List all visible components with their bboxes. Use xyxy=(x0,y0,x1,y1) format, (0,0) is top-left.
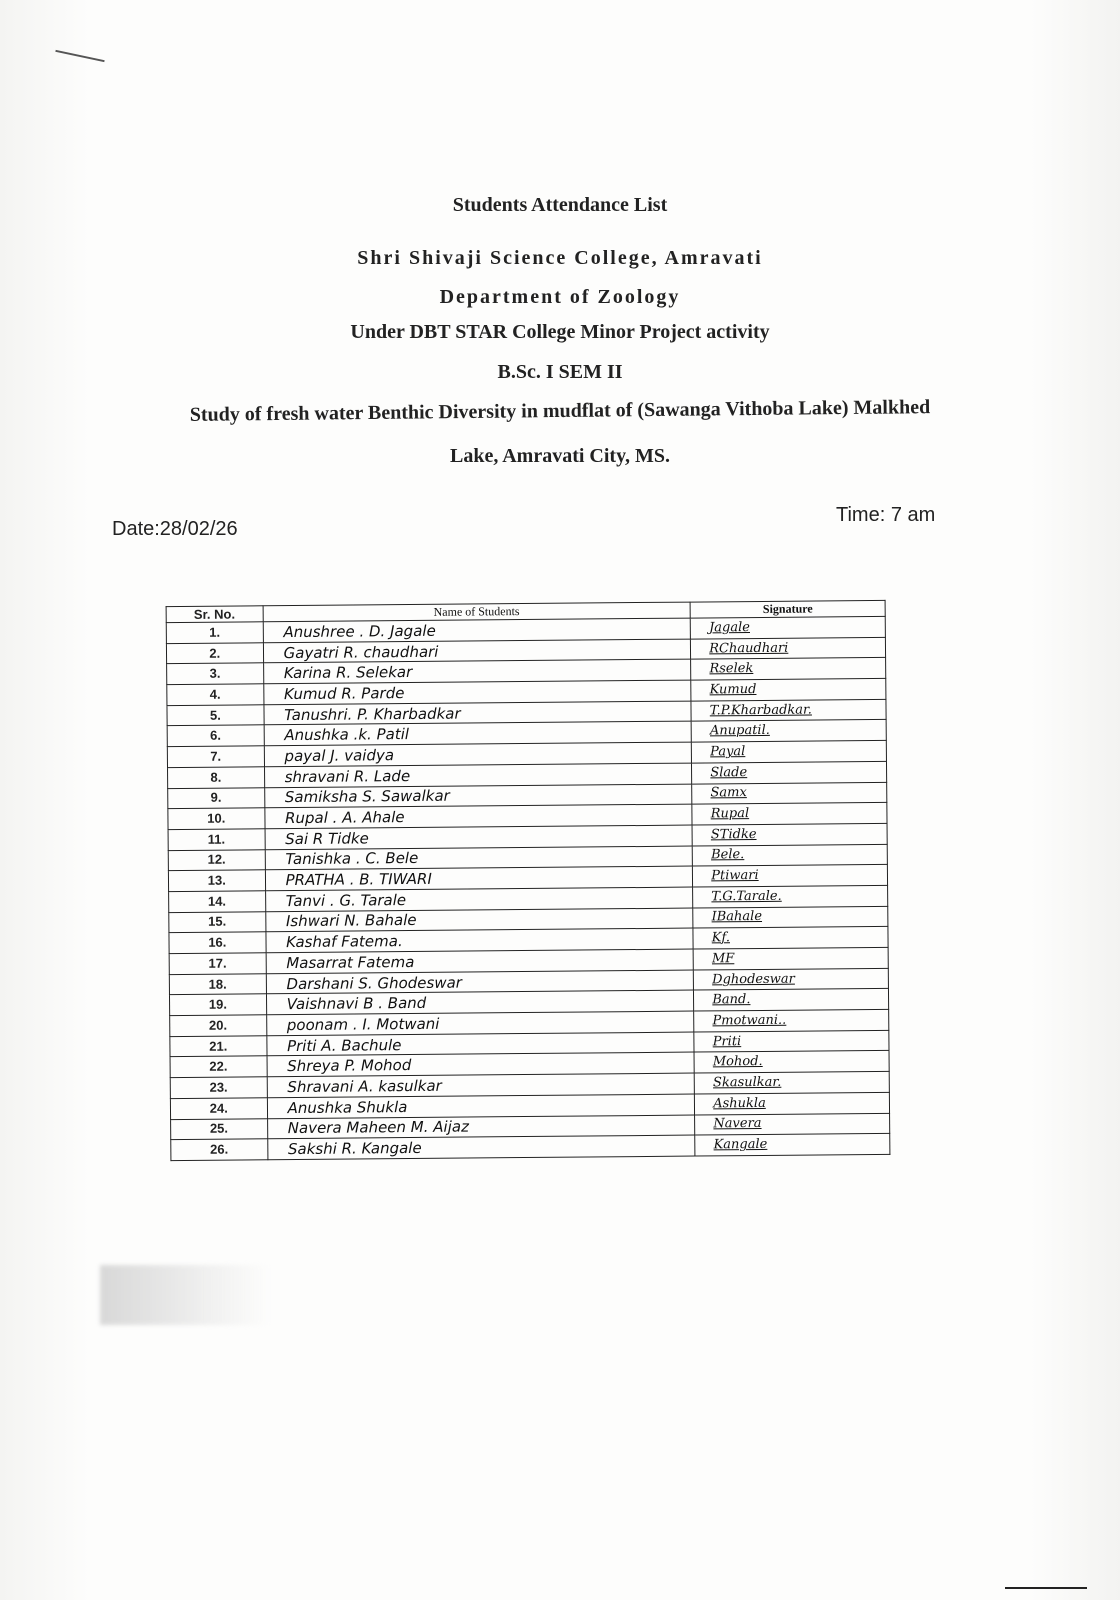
student-name-cell: payal J. vaidya xyxy=(264,742,692,766)
student-name-cell: Vaishnavi B . Band xyxy=(266,990,694,1014)
document-title: Students Attendance List xyxy=(452,194,668,216)
signature-cell: Ashukla xyxy=(695,1092,890,1114)
sr-no-cell: 4. xyxy=(167,684,264,706)
signature-cell: Anupatil. xyxy=(691,720,886,742)
sr-no-cell: 25. xyxy=(171,1118,268,1140)
sr-no-cell: 15. xyxy=(169,911,266,933)
sr-no-cell: 14. xyxy=(169,891,266,913)
attendance-table-wrap xyxy=(166,600,891,1160)
student-name-cell: shravani R. Lade xyxy=(264,763,692,787)
scan-smudge xyxy=(100,1265,270,1325)
student-name-cell: Samiksha S. Sawalkar xyxy=(264,784,692,808)
pen-mark xyxy=(1005,1587,1087,1589)
signature-cell: Rselek xyxy=(691,658,886,680)
signature-cell: Samx xyxy=(692,782,887,804)
sr-no-cell: 23. xyxy=(170,1077,267,1099)
sr-no-cell: 21. xyxy=(170,1036,267,1058)
student-name-cell: Tanushri. P. Kharbadkar xyxy=(264,701,692,725)
signature-cell: Payal xyxy=(692,740,887,762)
signature-cell: IBahale xyxy=(693,906,888,928)
signature-cell: Rupal xyxy=(692,803,887,825)
signature-cell: Kumud xyxy=(691,678,886,700)
signature-cell: Jagale xyxy=(690,616,885,638)
signature-cell: Band. xyxy=(694,989,889,1011)
date-label: Date:28/02/26 xyxy=(112,518,238,540)
student-name-cell: Anushka Shukla xyxy=(267,1094,695,1118)
sr-no-cell: 13. xyxy=(168,870,265,892)
student-name-cell: PRATHA . B. TIWARI xyxy=(265,866,693,890)
student-name-cell: Kumud R. Parde xyxy=(263,680,691,704)
sr-no-cell: 16. xyxy=(169,932,266,954)
sr-no-cell: 7. xyxy=(167,746,264,768)
student-name-cell: Masarrat Fatema xyxy=(266,949,694,973)
student-name-cell: Ishwari N. Bahale xyxy=(265,908,693,932)
sr-no-cell: 2. xyxy=(166,642,263,664)
sr-no-cell: 24. xyxy=(170,1098,267,1120)
student-name-cell: Priti A. Bachule xyxy=(266,1032,694,1056)
signature-cell: Dghodeswar xyxy=(694,968,889,990)
sr-no-cell: 11. xyxy=(168,829,265,851)
sr-no-cell: 8. xyxy=(168,767,265,789)
student-name-cell: Rupal . A. Ahale xyxy=(264,804,692,828)
student-name-cell: poonam . I. Motwani xyxy=(266,1011,694,1035)
student-name-cell: Kashaf Fatema. xyxy=(266,928,694,952)
signature-cell: Ptiwari xyxy=(693,865,888,887)
table-body xyxy=(166,616,890,1160)
student-name-cell: Tanvi . G. Tarale xyxy=(265,887,693,911)
sr-no-cell: 10. xyxy=(168,808,265,830)
signature-cell: Slade xyxy=(692,761,887,783)
sr-no-cell: 17. xyxy=(169,953,266,975)
sr-no-cell: 9. xyxy=(168,787,265,809)
signature-cell: Mohod. xyxy=(694,1051,889,1073)
signature-cell: Skasulkar. xyxy=(694,1071,889,1093)
college-name: Shri Shivaji Science College, Amravati xyxy=(357,247,763,269)
signature-cell: T.P.Kharbadkar. xyxy=(691,699,886,721)
class-line: B.Sc. I SEM II xyxy=(497,361,623,383)
sr-no-cell: 3. xyxy=(167,663,264,685)
student-name-cell: Sakshi R. Kangale xyxy=(267,1135,695,1159)
student-name-cell: Anushree . D. Jagale xyxy=(263,618,691,642)
signature-cell: Priti xyxy=(694,1030,889,1052)
student-name-cell: Gayatri R. chaudhari xyxy=(263,639,691,663)
project-line: Under DBT STAR College Minor Project activity xyxy=(350,321,770,343)
sr-no-cell: 6. xyxy=(167,725,264,747)
sr-no-cell: 26. xyxy=(171,1139,268,1161)
time-label: Time: 7 am xyxy=(836,504,936,526)
sr-no-cell: 20. xyxy=(170,1015,267,1037)
student-name-cell: Sai R Tidke xyxy=(265,825,693,849)
student-name-cell: Darshani S. Ghodeswar xyxy=(266,970,694,994)
column-header-sr-no: Sr. No. xyxy=(166,606,263,623)
signature-cell: Kf. xyxy=(693,927,888,949)
study-title-line1: Study of fresh water Benthic Diversity in mudflat of (Sawanga Vithoba Lake) Malkhed xyxy=(189,396,931,426)
column-header-signature: Signature xyxy=(690,600,885,618)
signature-cell: Kangale xyxy=(695,1134,890,1156)
signature-cell: STidke xyxy=(692,823,887,845)
student-name-cell: Karina R. Selekar xyxy=(263,659,691,683)
student-name-cell: Navera Maheen M. Aijaz xyxy=(267,1115,695,1139)
student-name-cell: Tanishka . C. Bele xyxy=(265,846,693,870)
student-name-cell: Shreya P. Mohod xyxy=(267,1052,695,1076)
sr-no-cell: 1. xyxy=(166,622,263,644)
pen-mark xyxy=(55,50,104,62)
signature-cell: MF xyxy=(693,947,888,969)
attendance-table xyxy=(166,600,891,1161)
signature-cell: Navera xyxy=(695,1113,890,1135)
signature-cell: Pmotwani.. xyxy=(694,1009,889,1031)
sr-no-cell: 18. xyxy=(169,973,266,995)
student-name-cell: Shravani A. kasulkar xyxy=(267,1073,695,1097)
department-name: Department of Zoology xyxy=(439,286,681,308)
sr-no-cell: 19. xyxy=(169,994,266,1016)
student-name-cell: Anushka .k. Patil xyxy=(264,722,692,746)
sr-no-cell: 12. xyxy=(168,849,265,871)
sr-no-cell: 5. xyxy=(167,705,264,727)
signature-cell: T.G.Tarale. xyxy=(693,885,888,907)
sr-no-cell: 22. xyxy=(170,1056,267,1078)
study-title-line2: Lake, Amravati City, MS. xyxy=(450,445,670,467)
signature-cell: Bele. xyxy=(692,844,887,866)
column-header-name: Name of Students xyxy=(263,602,691,622)
signature-cell: RChaudhari xyxy=(691,637,886,659)
